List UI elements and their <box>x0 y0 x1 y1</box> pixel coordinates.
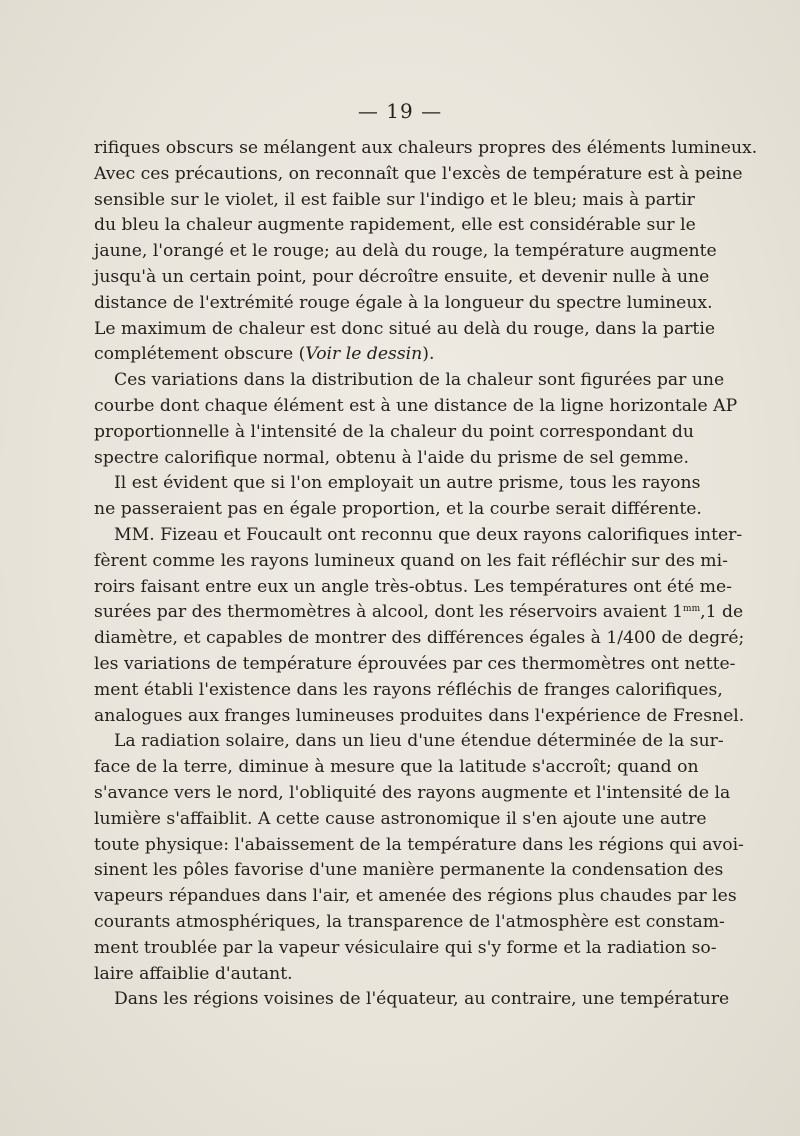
text-line: surées par des thermomètres à alcool, dont les réservoirs avaient $1^{mm},1$ de <box>94 602 744 623</box>
text-line: lumière s'affaiblit. A cette cause astronomique il s'en ajoute une autre <box>94 808 707 829</box>
text-line: les variations de température éprouvées par ces thermomètres ont nette- <box>94 653 736 674</box>
text-line: jusqu'à un certain point, pour décroître ensuite, et devenir nulle à une <box>94 266 710 287</box>
text-line: toute physique: l'abaissement de la température dans les régions qui avoi- <box>94 834 744 855</box>
text-line: jaune, l'orangé et le rouge; au delà du rouge, la température augmente <box>94 241 717 262</box>
text-line: Avec ces précautions, on reconnaît que l'excès de température est à peine <box>94 163 743 184</box>
text-line: MM. Fizeau et Foucault ont reconnu que deux rayons calorifiques inter- <box>114 524 743 545</box>
text-line: Il est évident que si l'on employait un autre prisme, tous les rayons <box>114 473 701 494</box>
text-line: courbe dont chaque élément est à une distance de la ligne horizontale AP <box>94 395 738 416</box>
text-line: complétement obscure (Voir le dessin). <box>94 344 435 365</box>
text-line: Ces variations dans la distribution de la chaleur sont figurées par une <box>114 370 725 391</box>
text-line: analogues aux franges lumineuses produites dans l'expérience de Fresnel. <box>94 705 745 726</box>
text-line: face de la terre, diminue à mesure que la latitude s'accroît; quand on <box>94 757 699 778</box>
body-text <box>94 136 758 1013</box>
text-line: sinent les pôles favorise d'une manière permanente la condensation des <box>94 860 724 881</box>
text-line: ne passeraient pas en égale proportion, et la courbe serait différente. <box>94 499 702 520</box>
unit-superscript: mm <box>683 604 701 615</box>
text-line: s'avance vers le nord, l'obliquité des rayons augmente et l'intensité de la <box>94 782 731 803</box>
text-line: courants atmosphériques, la transparence de l'atmosphère est constam- <box>94 911 725 932</box>
text-line: rifiques obscurs se mélangent aux chaleurs propres des éléments lumineux. <box>94 138 758 158</box>
text-line: roirs faisant entre eux un angle très-obtus. Les températures ont été me- <box>94 576 732 597</box>
text-line: du bleu la chaleur augmente rapidement, elle est considérable sur le <box>94 215 696 236</box>
text-line: proportionnelle à l'intensité de la chaleur du point correspondant du <box>94 421 694 442</box>
text-line: distance de l'extrémité rouge égale à la longueur du spectre lumineux. <box>94 292 713 313</box>
text-line: spectre calorifique normal, obtenu à l'aide du prisme de sel gemme. <box>94 447 689 468</box>
text-line: ment établi l'existence dans les rayons réfléchis de franges calorifiques, <box>94 679 723 700</box>
page-number: — 19 — <box>357 99 443 123</box>
text-line: diamètre, et capables de montrer des différences égales à 1/400 de degré; <box>94 628 745 649</box>
italic-reference: Voir le dessin <box>305 344 423 365</box>
text-line: vapeurs répandues dans l'air, et amenée des régions plus chaudes par les <box>94 886 737 907</box>
text-line: Le maximum de chaleur est donc situé au delà du rouge, dans la partie <box>94 318 715 339</box>
text-line: ment troublée par la vapeur vésiculaire qui s'y forme et la radiation so- <box>94 937 717 958</box>
text-line: sensible sur le violet, il est faible sur l'indigo et le bleu; mais à partir <box>94 189 695 210</box>
text-line: laire affaiblie d'autant. <box>94 963 293 984</box>
text-line: fèrent comme les rayons lumineux quand on les fait réfléchir sur des mi- <box>94 550 728 571</box>
text-line: Dans les régions voisines de l'équateur, au contraire, une température <box>114 989 730 1010</box>
text-line: La radiation solaire, dans un lieu d'une étendue déterminée de la sur- <box>114 731 724 752</box>
